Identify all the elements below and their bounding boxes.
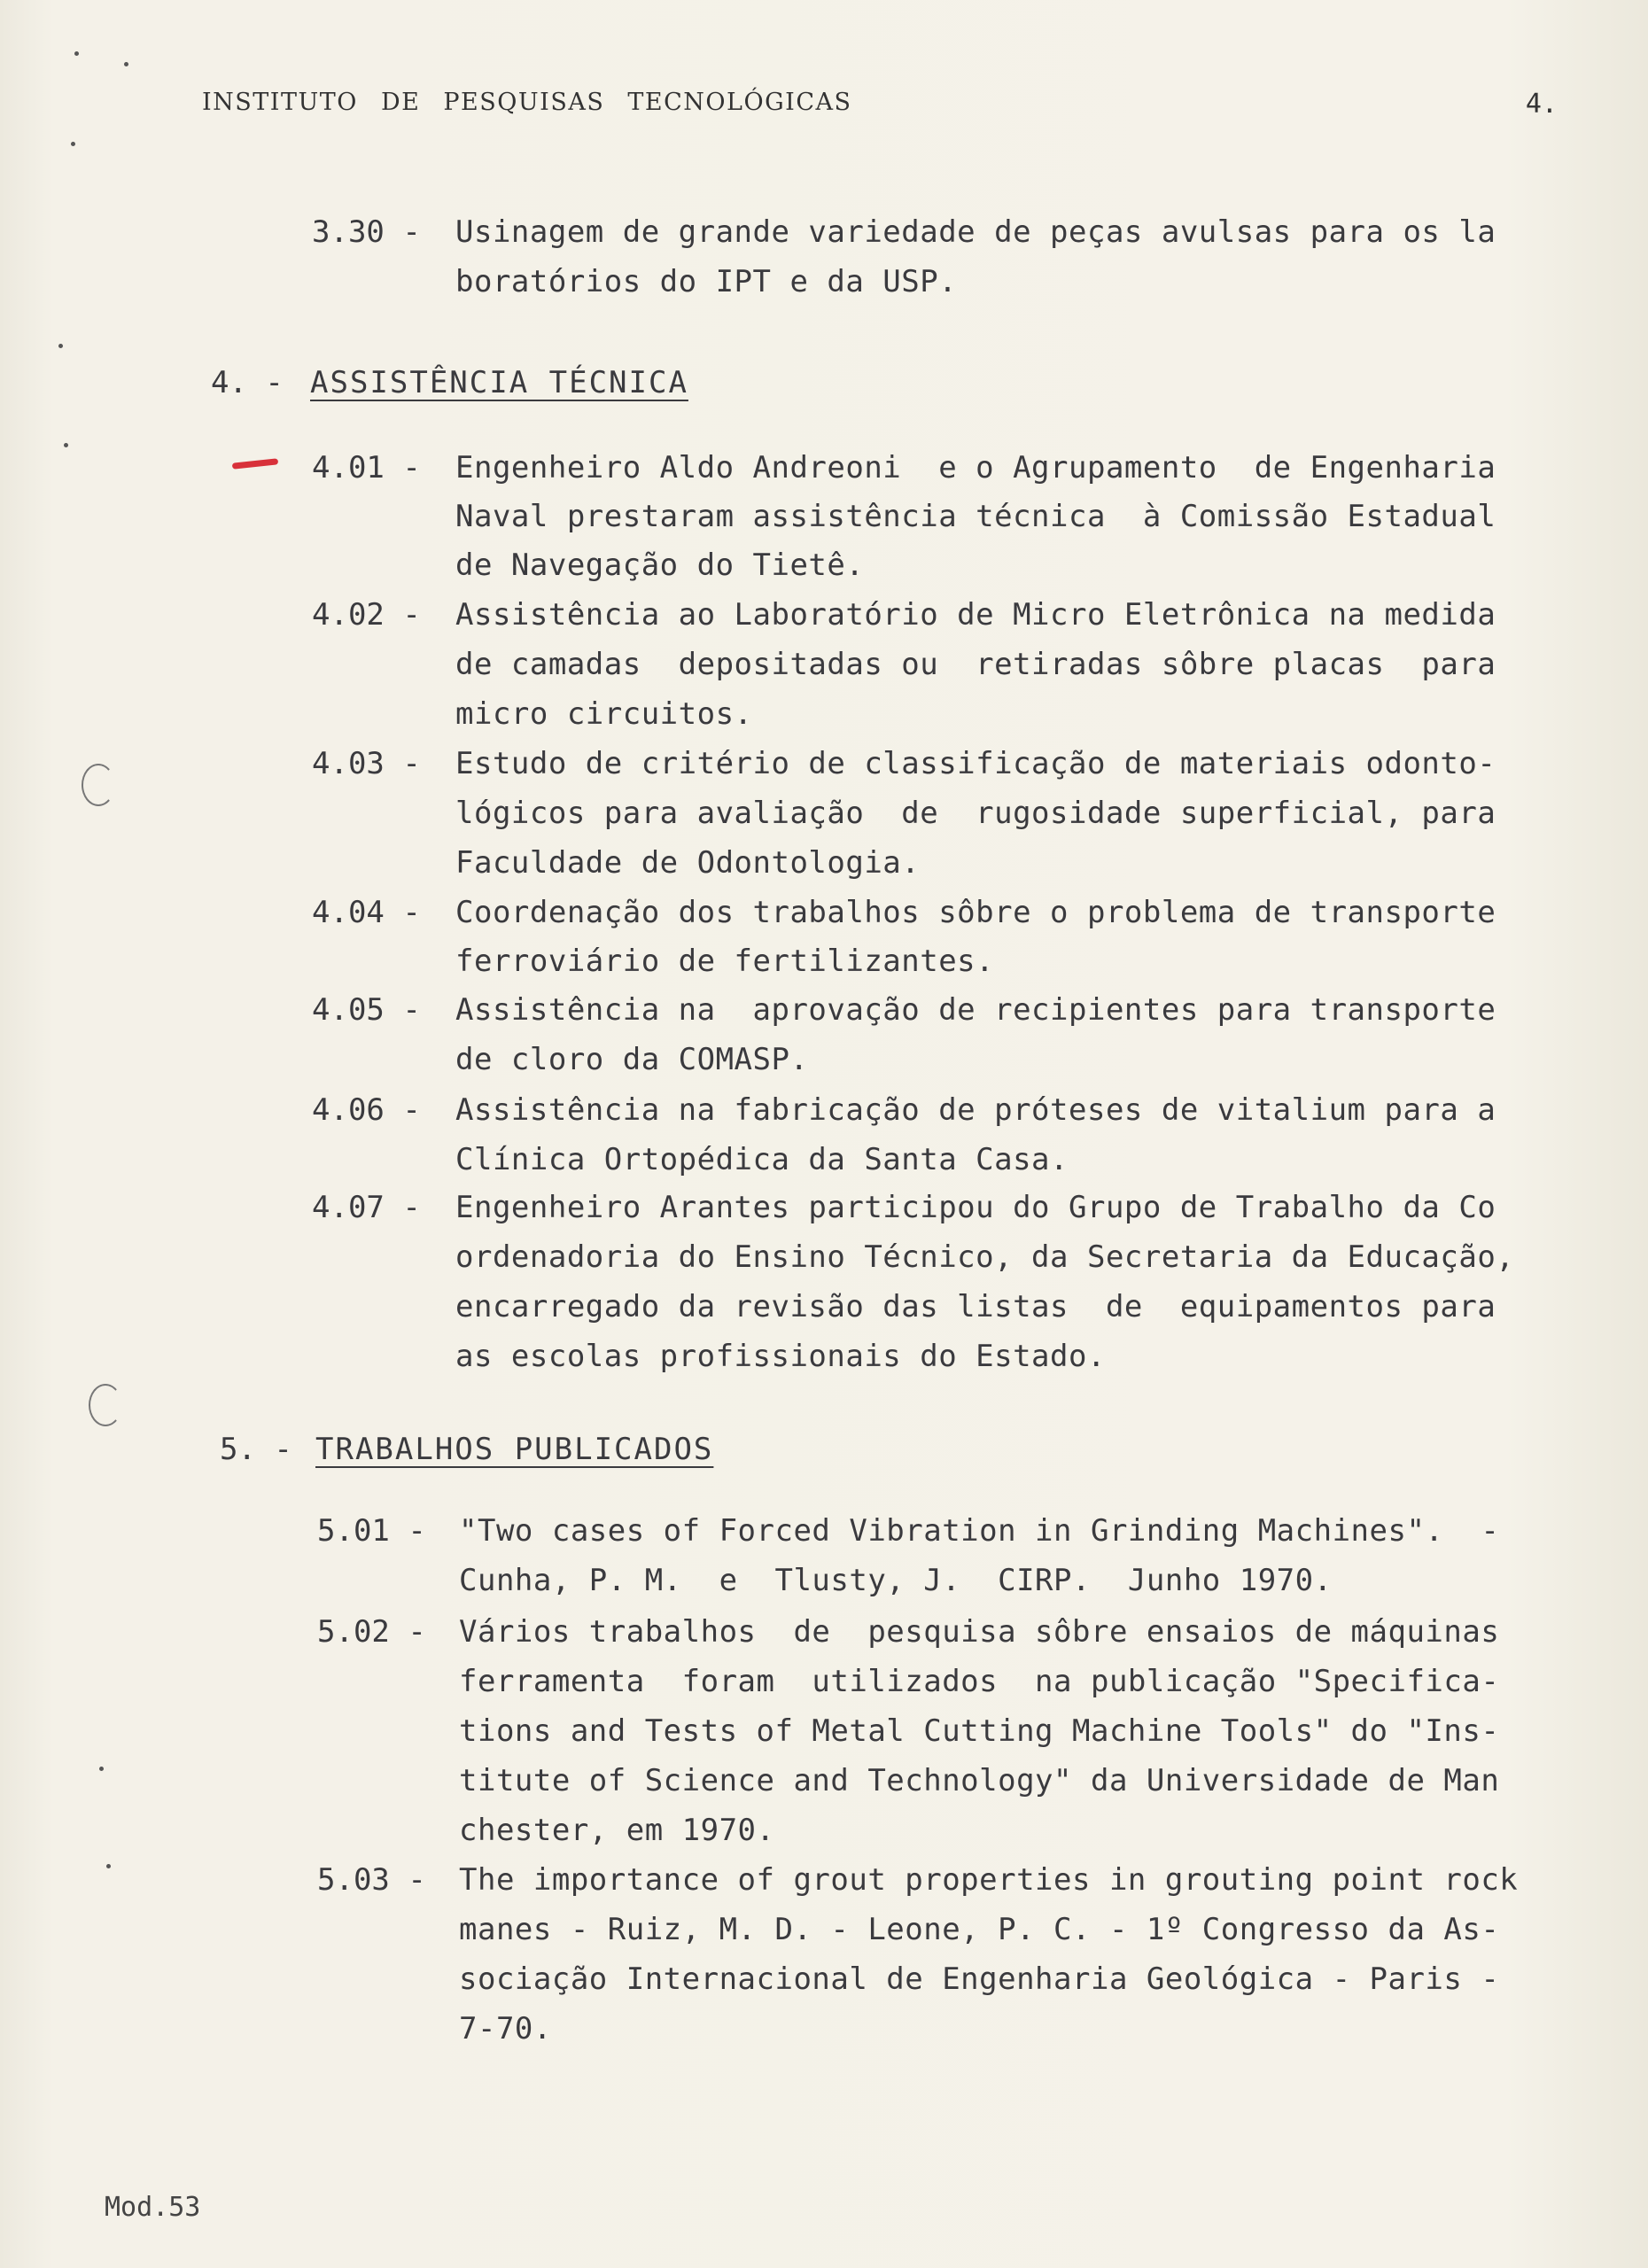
item-line: titute of Science and Technology" da Universidade de Man [459, 1763, 1500, 1798]
item-line: sociação Internacional de Engenharia Geológica - Paris - [459, 1961, 1500, 1997]
item-line: 7-70. [459, 2011, 552, 2047]
section-4-title: ASSISTÊNCIA TÉCNICA [310, 365, 688, 400]
item-line: Estudo de critério de classificação de materiais odonto- [455, 746, 1496, 781]
item-line: tions and Tests of Metal Cutting Machine Tools" do "Ins- [459, 1713, 1500, 1749]
item-line: Engenheiro Arantes participou do Grupo de Trabalho da Co [455, 1190, 1496, 1225]
punch-hole-mark [89, 1384, 122, 1426]
item-line: micro circuitos. [455, 696, 753, 732]
item-line: "Two cases of Forced Vibration in Grinding Machines". - [459, 1513, 1500, 1549]
item-line: The importance of grout properties in grouting point rock [459, 1862, 1519, 1898]
item-line: Assistência na fabricação de próteses de vitalium para a [455, 1092, 1496, 1128]
item-number: 4.07 - [312, 1190, 421, 1225]
item-number: 4.03 - [312, 746, 421, 781]
punch-hole-mark [82, 764, 115, 806]
item-line: Coordenação dos trabalhos sôbre o problema de transporte [455, 895, 1496, 930]
item-number: 4.02 - [312, 597, 421, 633]
paper-speck [64, 443, 68, 447]
item-number: 4.06 - [312, 1092, 421, 1128]
item-number: 4.05 - [312, 992, 421, 1028]
institution-title: INSTITUTO DE PESQUISAS TECNOLÓGICAS [202, 89, 852, 116]
item-line: ferramenta foram utilizados na publicação "Specifica- [459, 1664, 1500, 1699]
item-line: de camadas depositadas ou retiradas sôbre placas para [455, 647, 1496, 682]
paper-speck [74, 51, 79, 56]
item-line: chester, em 1970. [459, 1813, 775, 1848]
item-number: 4.01 - [312, 450, 421, 485]
item-line: Faculdade de Odontologia. [455, 845, 921, 881]
red-pen-mark [232, 458, 278, 469]
item-line: boratórios do IPT e da USP. [455, 264, 958, 299]
paper-speck [58, 344, 63, 348]
item-number: 5.02 - [317, 1614, 426, 1650]
item-line: Assistência ao Laboratório de Micro Eletrônica na medida [455, 597, 1496, 633]
item-line: Usinagem de grande variedade de peças avulsas para os la [455, 214, 1496, 250]
section-5-title: TRABALHOS PUBLICADOS [315, 1432, 714, 1467]
item-line: encarregado da revisão das listas de equipamentos para [455, 1289, 1496, 1324]
item-line: Cunha, P. M. e Tlusty, J. CIRP. Junho 1970. [459, 1563, 1333, 1598]
paper-speck [99, 1767, 104, 1771]
section-4-number: 4. - [211, 365, 284, 400]
paper-speck [106, 1864, 111, 1868]
item-number: 5.03 - [317, 1862, 426, 1898]
item-line: de Navegação do Tietê. [455, 548, 865, 583]
paper-speck [71, 142, 75, 146]
item-line: Assistência na aprovação de recipientes para transporte [455, 992, 1496, 1028]
section-5-number: 5. - [220, 1432, 292, 1467]
item-line: Naval prestaram assistência técnica à Comissão Estadual [455, 499, 1496, 534]
item-line: as escolas profissionais do Estado. [455, 1339, 1106, 1374]
item-line: de cloro da COMASP. [455, 1042, 809, 1077]
item-line: Engenheiro Aldo Andreoni e o Agrupamento de Engenharia [455, 450, 1496, 485]
item-line: Clínica Ortopédica da Santa Casa. [455, 1142, 1069, 1177]
item-line: ferroviário de fertilizantes. [455, 944, 995, 979]
item-line: manes - Ruiz, M. D. - Leone, P. C. - 1º Congresso da As- [459, 1912, 1500, 1947]
paper-speck [124, 62, 128, 66]
page-header [202, 89, 1558, 124]
item-line: lógicos para avaliação de rugosidade superficial, para [455, 796, 1496, 831]
item-line: Vários trabalhos de pesquisa sôbre ensaios de máquinas [459, 1614, 1500, 1650]
item-line: ordenadoria do Ensino Técnico, da Secretaria da Educação, [455, 1239, 1515, 1275]
page-number: 4. [1525, 89, 1558, 120]
item-number: 3.30 - [312, 214, 421, 250]
item-number: 5.01 - [317, 1513, 426, 1549]
form-code: Mod.53 [105, 2192, 201, 2223]
item-number: 4.04 - [312, 895, 421, 930]
